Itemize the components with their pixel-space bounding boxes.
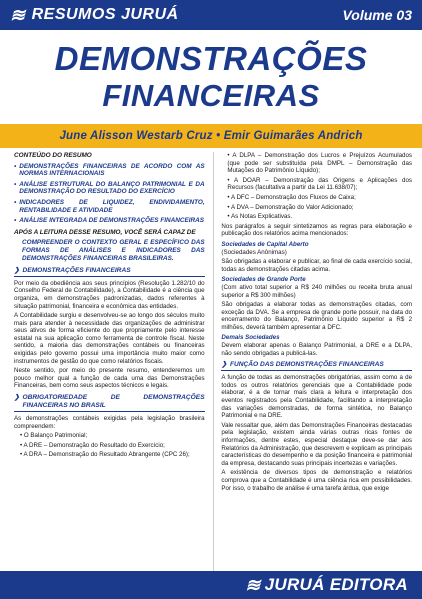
list-item: • A DVA – Demonstração do Valor Adicionado;: [227, 203, 354, 211]
title-block: [0, 30, 422, 122]
subheading-note: (Com ativo total superior a R$ 240 milhões ou receita bruta anual superior a R$ 300 milhões): [221, 283, 413, 299]
bullet-icon: •: [14, 162, 17, 170]
subheading-demais: Demais Sociedades: [221, 334, 280, 342]
section-heading-funcao: ❯ FUNÇÃO DAS DEMONSTRAÇÕES FINANCEIRAS: [221, 361, 412, 371]
column-divider: [213, 152, 214, 571]
paragraph: A existência de diversos tipos de demonstração e relatórios comprova que a Contabilidade é uma ciência rica em possibilidades. Por isso, o trabalho de análise é uma tarefa árdua, que exige: [221, 469, 413, 492]
after-reading-heading: APÓS A LEITURA DESSE RESUMO, VOCÊ SERÁ CAPAZ DE: [14, 228, 196, 236]
content-area: [0, 150, 422, 571]
list-item: • O Balanço Patrimonial;: [20, 432, 88, 440]
list-item: • A DOAR – Demonstração das Origens e Aplicações dos Recursos (facultativa a partir da Lei 11.638/07);: [227, 176, 413, 192]
publisher-logo: [245, 575, 408, 596]
publisher-name: JURUÁ EDITORA: [264, 575, 408, 594]
subheading-note: (Sociedades Anônimas): [221, 248, 287, 256]
volume-label: Volume 03: [342, 7, 412, 23]
paragraph: Devem elaborar apenas o Balanço Patrimonial, a DRE e a DLPA, não sendo obrigadas a publicá-las.: [221, 342, 413, 357]
contents-heading: CONTEÚDO DO RESUMO: [14, 152, 92, 159]
list-item: • A DFC – Demonstração dos Fluxos de Caixa;: [227, 193, 356, 201]
footer-bar: [0, 571, 422, 599]
contents-item: • ANÁLISE INTEGRADA DE DEMONSTRAÇÕES FINANCEIRAS: [14, 217, 204, 225]
top-banner: [0, 0, 422, 30]
bullet-icon: •: [14, 217, 17, 225]
bullet-icon: •: [14, 198, 17, 206]
subheading-capital-aberto: Sociedades de Capital Aberto: [221, 240, 309, 248]
chevron-right-icon: ❯: [14, 266, 20, 274]
list-item: • A DRA – Demonstração do Resultado Abrangente (CPC 26);: [20, 451, 190, 459]
chevron-right-icon: ❯: [14, 394, 20, 402]
chevron-right-icon: ❯: [221, 361, 227, 369]
contents-item: • INDICADORES DE LIQUIDEZ, ENDIVIDAMENTO, RENTABILIDADE E ATIVIDADE: [14, 198, 205, 214]
section-heading-demonstracoes: ❯ DEMONSTRAÇÕES FINANCEIRAS: [14, 267, 205, 277]
authors-bar: June Alisson Westarb Cruz • Emir Guimarães Andrich: [0, 124, 422, 148]
paragraph: São obrigadas a elaborar todas as demonstrações citadas, com exceção da DVA. Se a empresa de grande porte possuir, na data do encerramento do Balanço, Patrimônio Líquido superior a R$ 2 milhões, deverá também apresentar a DFC.: [221, 301, 413, 331]
title-line-1: DEMONSTRAÇÕES: [54, 40, 368, 77]
contents-item: • DEMONSTRAÇÕES FINANCEIRAS DE ACORDO COM AS NORMAS INTERNACIONAIS: [14, 162, 205, 178]
left-column: [14, 152, 205, 571]
bullet-icon: •: [14, 180, 17, 188]
series-brand: [10, 6, 179, 24]
learning-goal: COMPREENDER O CONTEXTO GERAL E ESPECÍFICO DAS FORMAS DE ANÁLISES E INDICADORES DAS DEMONSTRAÇÕES FINANCEIRAS BRASILEIRAS.: [22, 239, 205, 262]
paragraph: Nos parágrafos a seguir sintetizamos as regras para elaboração e publicação dos relatórios acima mencionados:: [221, 222, 413, 238]
contents-item: • ANÁLISE ESTRUTURAL DO BALANÇO PATRIMONIAL E DA DEMONSTRAÇÃO DO RESULTADO DO EXERCÍCIO: [14, 180, 205, 196]
paragraph: Por meio da obediência aos seus princípios (Resolução 1.282/10 do Conselho Federal de Contabilidade), a Contabilidade é a ciência que organiza, em demonstrações padronizadas, dados referentes à situação patrimonial, financeira e econômica das entidades.: [14, 279, 205, 310]
right-column: [221, 152, 412, 571]
paragraph: As demonstrações contábeis exigidas pela legislação brasileira compreendem:: [14, 415, 205, 430]
series-name: RESUMOS JURUÁ: [31, 6, 179, 23]
paragraph: A função de todas as demonstrações obrigatórias, assim como a de todos os outros relatórios gerenciais que a Contabilidade pode elaborar, é a de tornar mais clara a leitura e interpretação dos eventos registrados pela Contabilidade, facilitando a interpretação das variações demonstradas, de forma sintética, no Balanço Patrimonial e na DRE.: [221, 374, 413, 420]
contents-list: [14, 163, 205, 225]
paragraph: Vale ressaltar que, além das Demonstrações Financeiras destacadas pela legislação, existem ainda várias outras ricas fontes de informações, dentre estes, especial destaque deve-se dar aos Relatórios da Administração, que descrevem e explicam as principais características do desempenho e da posição financeira e patrimonial da empresa, destacando suas principais incertezas e variações.: [221, 421, 413, 467]
list-item: • A DLPA – Demonstração dos Lucros e Prejuízos Acumulados (que pode ser substituída pela DMPL – Demonstração das Mutações do Patrimônio Líquido);: [227, 152, 413, 175]
wave-logo-icon: ≋: [245, 574, 261, 595]
paragraph: A Contabilidade surgiu e desenvolveu-se ao longo dos séculos muito mais para atender à necessidade das organizações de administrar seus ativos de forma eficiente do que propriamente pelo interesse estatal na sua aplicação como ferramenta de controle fiscal. Neste sentido, a maioria das demonstrações contábeis ou financeiras exigidas pelo governo possui uma importância muito maior como instrumentos de gestão do que como relatórios fiscais.: [14, 312, 205, 365]
wave-logo-icon: ≋: [10, 5, 26, 25]
title-line-2: FINANCEIRAS: [102, 78, 320, 113]
list-item: • A DRE – Demonstração do Resultado do Exercício;: [20, 441, 165, 449]
section-heading-obrigatoriedade: ❯ OBRIGATORIEDADE DE DEMONSTRAÇÕES FINANCEIRAS NO BRASIL: [14, 394, 205, 412]
paragraph: Neste sentido, por meio do presente resumo, entenderemos um pouco melhor qual a função de cada uma das Demonstrações Financeiras, bem como seus aspectos técnicos e legais.: [14, 367, 205, 390]
list-item: • As Notas Explicativas.: [227, 213, 293, 221]
subheading-grande-porte: Sociedades de Grande Porte: [221, 276, 306, 284]
paragraph: São obrigadas a elaborar e publicar, ao final de cada exercício social, todas as demonstrações citadas acima.: [221, 258, 413, 273]
